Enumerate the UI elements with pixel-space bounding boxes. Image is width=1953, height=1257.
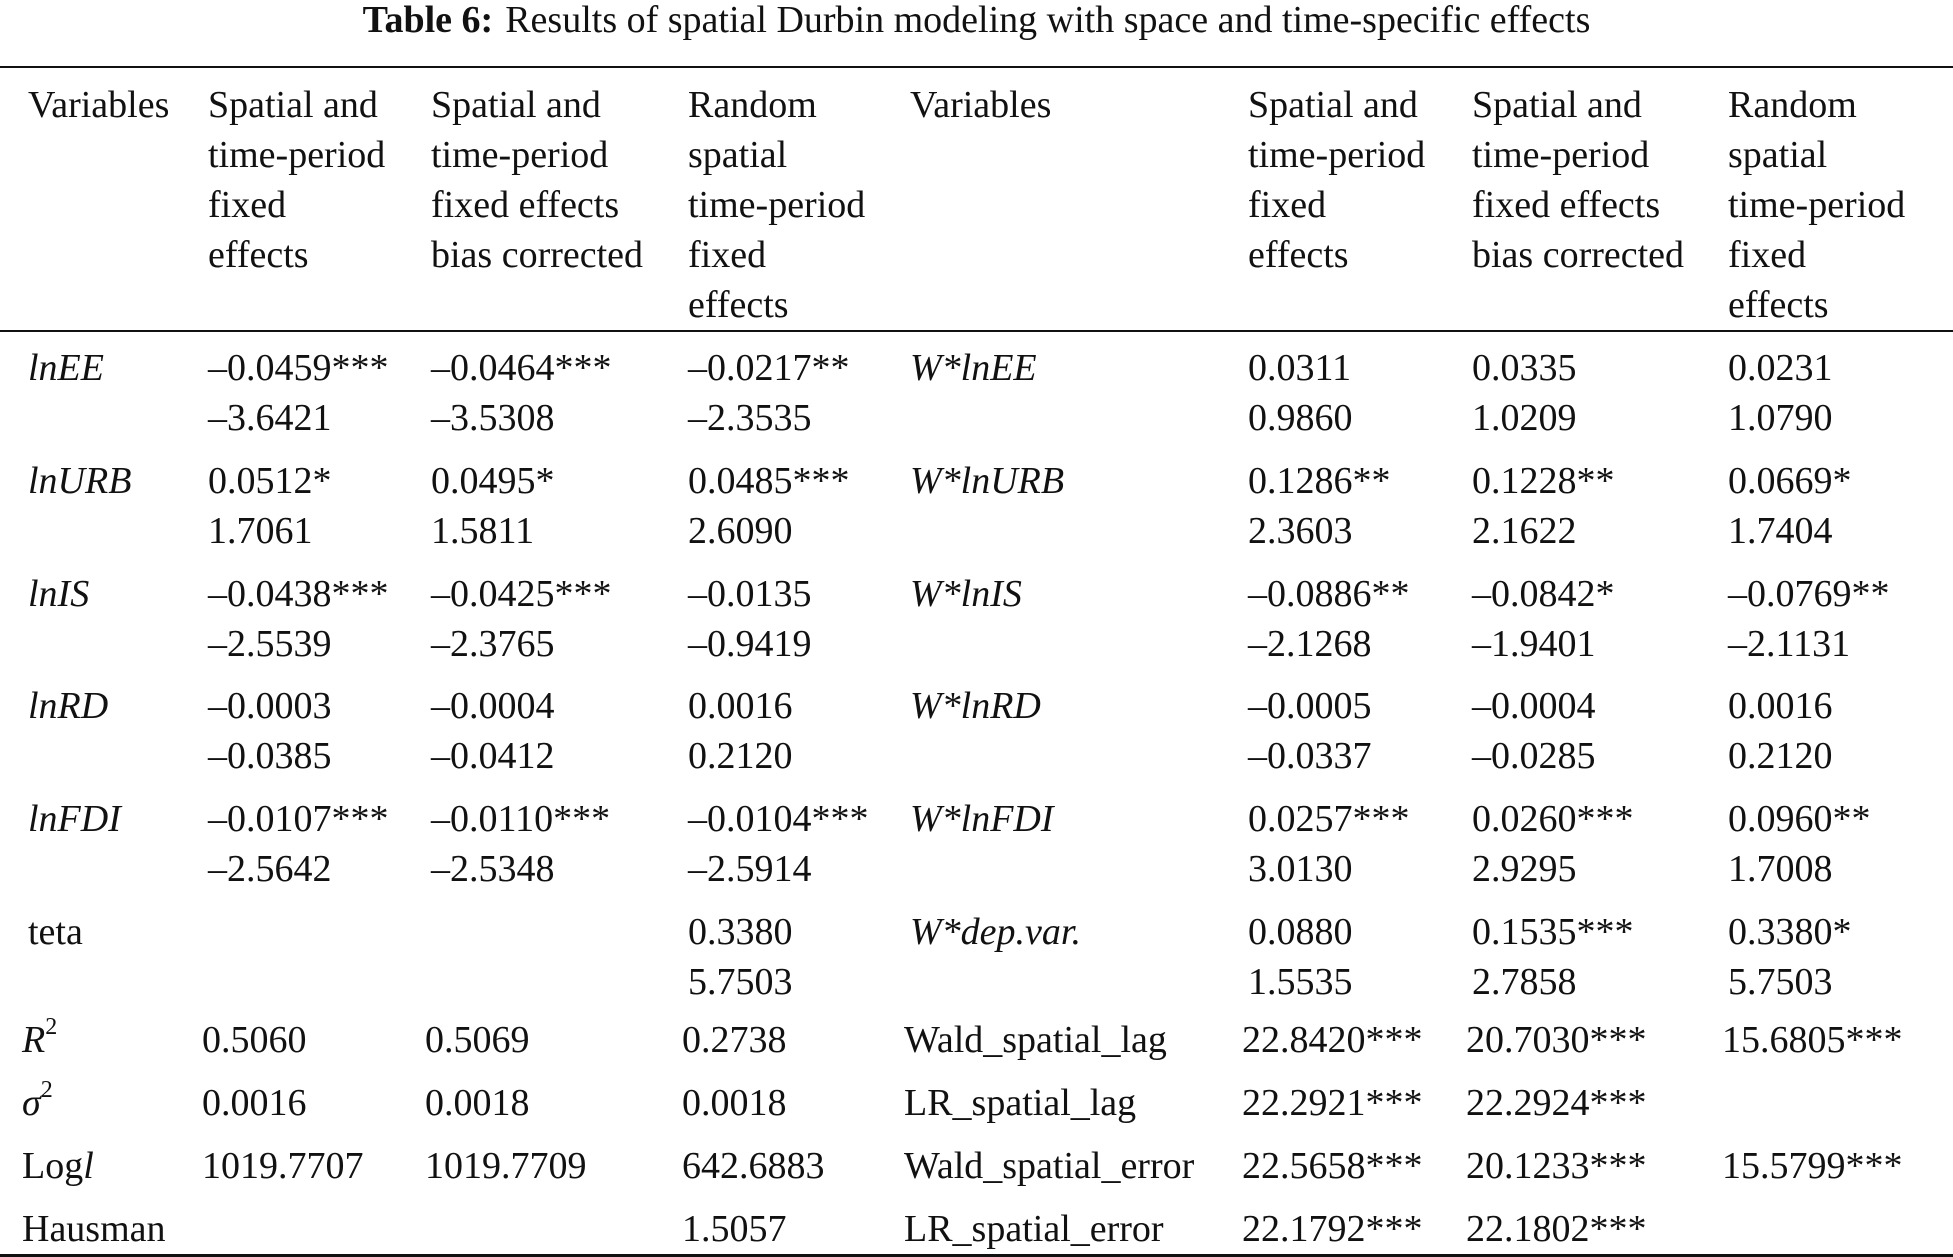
stat-cell: 1.5057 [682,1208,787,1250]
row-variable: lnFDI [28,798,121,840]
table-cell: 1.0790 [1728,397,1833,439]
table-cell: –0.0004 [1472,685,1596,727]
column-header-line: Spatial and [208,84,378,126]
table-cell: 0.1535*** [1472,911,1634,953]
table-cell: –0.0217** [688,347,850,389]
table-cell: 0.1286** [1248,460,1391,502]
table-cell: 0.2120 [688,735,793,777]
row-variable-spatial: W*dep.var. [910,911,1081,953]
table-cell: 0.9860 [1248,397,1353,439]
stat-label-base: R [22,1019,46,1061]
column-header-line: time-period [208,134,386,176]
table-cell: –2.5348 [431,848,555,890]
row-variable: lnURB [28,460,132,502]
top-rule [0,66,1953,68]
stat-label-superscript: 2 [45,1014,58,1040]
column-header-line: Random [688,84,817,126]
column-header-line: time-period [431,134,609,176]
column-header-line: fixed effects [1472,184,1661,226]
table-cell: –0.0886** [1248,573,1410,615]
table-cell: 0.0880 [1248,911,1353,953]
column-header-line: effects [1728,284,1829,326]
table-cell: 1.7008 [1728,848,1833,890]
column-header-line: time-period [1728,184,1906,226]
table-cell: –1.9401 [1472,623,1596,665]
table-cell: –0.0107*** [208,798,389,840]
column-header-line: effects [1248,234,1349,276]
column-header-line: Variables [28,84,170,126]
stat-cell: 20.7030*** [1466,1019,1647,1061]
column-header-line: bias corrected [1472,234,1685,276]
table-caption [0,0,1953,40]
table-cell: 0.2120 [1728,735,1833,777]
table-cell: 2.6090 [688,510,793,552]
column-header [910,80,1051,130]
row-variable-spatial: W*lnRD [910,685,1041,727]
stat-label-superscript: 2 [40,1077,53,1103]
column-header-line: Random [1728,84,1857,126]
column-header-line: spatial [688,134,788,176]
header-rule [0,330,1953,332]
column-header-line: Variables [910,84,1052,126]
table-cell: –2.1131 [1728,623,1851,665]
table-cell: 0.0512* [208,460,332,502]
table-cell: 0.1228** [1472,460,1615,502]
column-header-line: fixed [1728,234,1807,276]
column-header [28,80,169,130]
table-cell: –0.0003 [208,685,332,727]
row-variable: lnEE [28,347,104,389]
stat-label [22,1204,166,1254]
column-header-line: Spatial and [431,84,601,126]
column-header [688,80,865,330]
stat-test-label: LR_spatial_error [904,1208,1164,1250]
table-cell: –0.0385 [208,735,332,777]
row-variable-spatial: W*lnURB [910,460,1065,502]
stat-cell: 0.0018 [682,1082,787,1124]
table-cell: 1.7404 [1728,510,1833,552]
stat-cell: 642.6883 [682,1145,825,1187]
stat-label [22,1141,94,1191]
table-cell: 0.0495* [431,460,555,502]
table-cell: –0.0412 [431,735,555,777]
table-cell: 1.5535 [1248,961,1353,1003]
table-cell: –2.3765 [431,623,555,665]
table-cell: 0.0669* [1728,460,1852,502]
table-cell: 0.0260*** [1472,798,1634,840]
table-cell: –2.3535 [688,397,812,439]
row-variable-spatial: W*lnEE [910,347,1037,389]
stat-cell: 0.0018 [425,1082,530,1124]
table-cell: 5.7503 [688,961,793,1003]
table-cell: 5.7503 [1728,961,1833,1003]
column-header-line: bias corrected [431,234,644,276]
caption-label: Table 6: [362,0,494,41]
stat-label-base: Log [22,1145,84,1187]
table-cell: 1.5811 [431,510,535,552]
table-cell: –0.0135 [688,573,812,615]
stat-cell: 20.1233*** [1466,1145,1647,1187]
column-header-line: fixed effects [431,184,620,226]
column-header-line: Spatial and [1248,84,1418,126]
table-cell: –0.0438*** [208,573,389,615]
table-cell: –0.0104*** [688,798,869,840]
table-cell: –0.0425*** [431,573,612,615]
table-cell: 0.0257*** [1248,798,1410,840]
table-cell: –3.5308 [431,397,555,439]
stat-cell: 22.2921*** [1242,1082,1423,1124]
table-cell: 0.0016 [1728,685,1833,727]
stat-cell: 22.2924*** [1466,1082,1647,1124]
column-header [1472,80,1684,280]
table-cell: –2.5914 [688,848,812,890]
column-header [431,80,643,280]
row-variable: lnRD [28,685,109,727]
table-cell: 0.0016 [688,685,793,727]
table-cell: –0.0337 [1248,735,1372,777]
stat-test-label: LR_spatial_lag [904,1082,1137,1124]
table-cell: 0.3380 [688,911,793,953]
stat-cell: 15.5799*** [1722,1145,1903,1187]
caption-text: Results of spatial Durbin modeling with space and time-specific effects [505,0,1591,41]
column-header [208,80,385,280]
column-header-line: effects [208,234,309,276]
column-header-line: time-period [688,184,866,226]
stat-label [22,1015,57,1065]
column-header-line: Spatial and [1472,84,1642,126]
stat-cell: 22.8420*** [1242,1019,1423,1061]
stat-cell: 0.0016 [202,1082,307,1124]
column-header [1248,80,1425,280]
table-cell: –0.0110*** [431,798,611,840]
table-cell: 1.0209 [1472,397,1577,439]
stat-label [22,1078,53,1128]
column-header-line: effects [688,284,789,326]
table-cell: 2.7858 [1472,961,1577,1003]
column-header [1728,80,1905,330]
row-variable: lnIS [28,573,90,615]
stat-cell: 0.5069 [425,1019,530,1061]
table-cell: –2.5539 [208,623,332,665]
table-cell: 2.1622 [1472,510,1577,552]
stat-cell: 22.5658*** [1242,1145,1423,1187]
table-cell: 0.0960** [1728,798,1871,840]
column-header-line: fixed [688,234,767,276]
stat-cell: 22.1802*** [1466,1208,1647,1250]
stat-cell: 1019.7707 [202,1145,364,1187]
row-variable-spatial: W*lnFDI [910,798,1054,840]
stat-test-label: Wald_spatial_lag [904,1019,1167,1061]
table-cell: –0.0285 [1472,735,1596,777]
table-cell: 2.3603 [1248,510,1353,552]
table-cell: –3.6421 [208,397,332,439]
table-cell: 0.0231 [1728,347,1833,389]
stat-cell: 1019.7709 [425,1145,587,1187]
column-header-line: fixed [1248,184,1327,226]
column-header-line: time-period [1248,134,1426,176]
stat-cell: 22.1792*** [1242,1208,1423,1250]
table-cell: 2.9295 [1472,848,1577,890]
table-cell: –0.0769** [1728,573,1890,615]
table-cell: 0.0485*** [688,460,850,502]
table-cell: –0.9419 [688,623,812,665]
table-cell: 1.7061 [208,510,313,552]
stat-label-base: Hausman [22,1208,166,1250]
stat-label-italic: l [83,1145,94,1187]
table-cell: 0.3380* [1728,911,1852,953]
column-header-line: time-period [1472,134,1650,176]
table-cell: 0.0335 [1472,347,1577,389]
stat-cell: 15.6805*** [1722,1019,1903,1061]
table-cell: 0.0311 [1248,347,1352,389]
table-cell: –0.0005 [1248,685,1372,727]
stat-label-base: σ [22,1082,41,1124]
table-cell: –2.5642 [208,848,332,890]
table-cell: –0.0459*** [208,347,389,389]
stat-test-label: Wald_spatial_error [904,1145,1195,1187]
table-cell: –2.1268 [1248,623,1372,665]
table-cell: 3.0130 [1248,848,1353,890]
table-cell: –0.0464*** [431,347,612,389]
row-variable: teta [28,911,83,953]
column-header-line: spatial [1728,134,1828,176]
stat-cell: 0.5060 [202,1019,307,1061]
stat-cell: 0.2738 [682,1019,787,1061]
row-variable-spatial: W*lnIS [910,573,1022,615]
table-cell: –0.0004 [431,685,555,727]
column-header-line: fixed [208,184,287,226]
table-cell: –0.0842* [1472,573,1615,615]
